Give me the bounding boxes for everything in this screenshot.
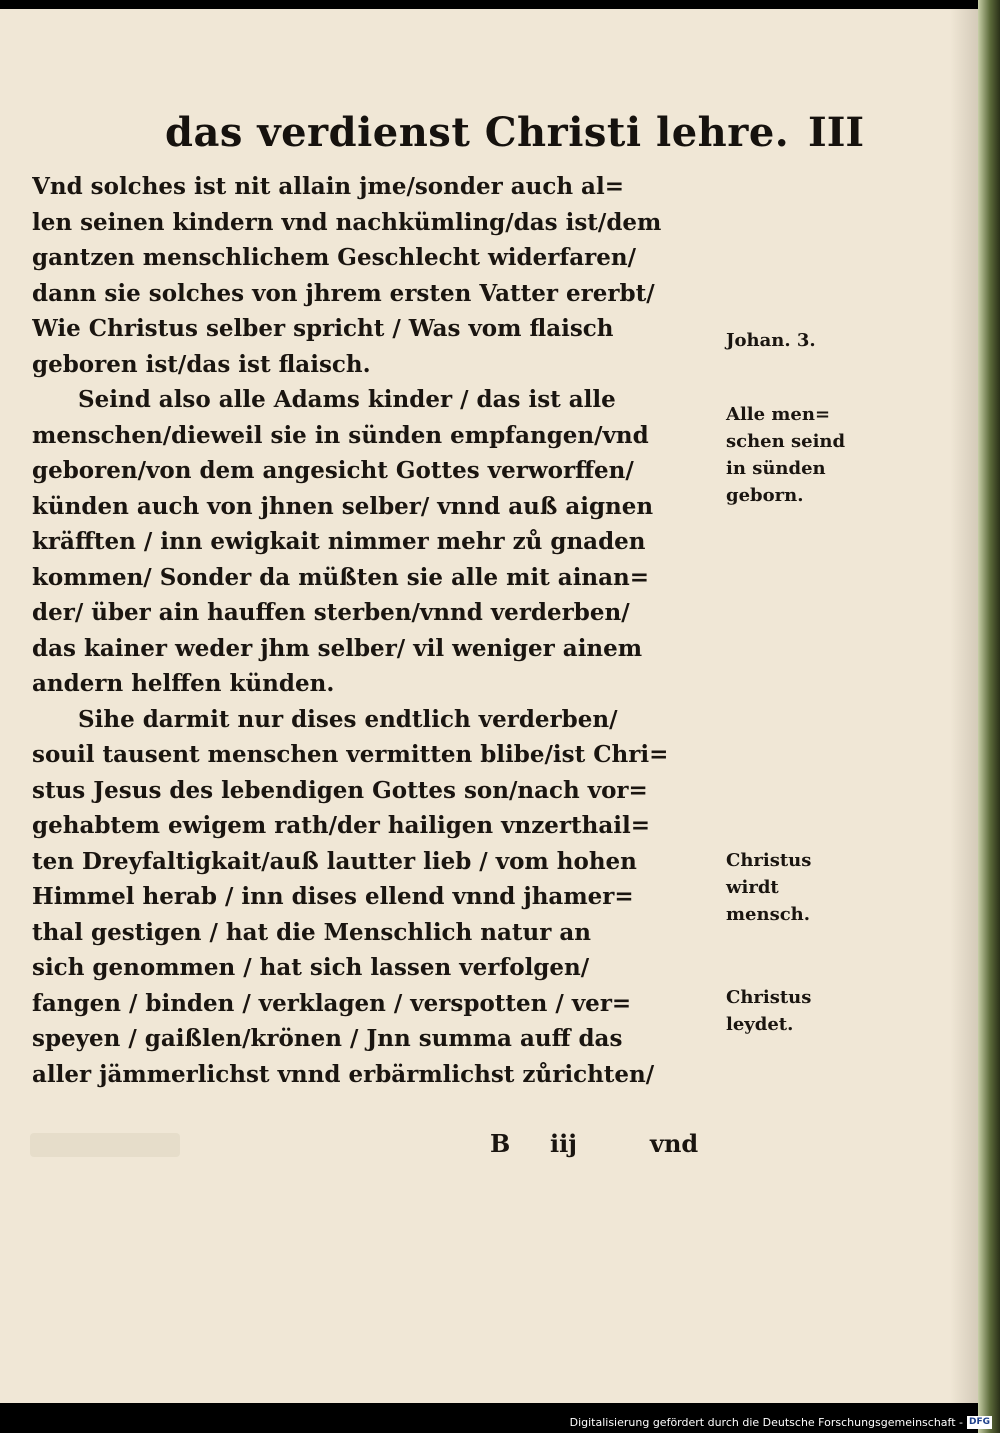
text-line: Vnd solches ist nit allain jme/sonder auch al= xyxy=(32,173,624,200)
margin-note-line: Christus xyxy=(726,850,812,871)
text-line: dann sie solches von jhrem ersten Vatter ererbt/ xyxy=(32,279,655,307)
text-line: stus Jesus des lebendigen Gottes son/nach vor= xyxy=(32,776,648,804)
text-line: künden auch von jhnen selber/ vnnd auß aignen xyxy=(32,492,654,520)
text-line: geboren/von dem angesicht Gottes verworffen/ xyxy=(32,457,634,484)
digitization-credit xyxy=(570,1414,992,1430)
text-line: souil tausent menschen vermitten blibe/ist Chri= xyxy=(32,741,669,768)
margin-note-line: Johan. 3. xyxy=(726,330,816,351)
text-line: das kainer weder jhm selber/ vil weniger ainem xyxy=(32,634,643,662)
margin-note-alle-menschen xyxy=(726,401,856,509)
book-spine-edge xyxy=(978,0,1000,1433)
margin-note-christus-mensch xyxy=(726,847,856,928)
text-line: ten Dreyfaltigkait/auß lautter lieb / vom hohen xyxy=(32,847,637,875)
text-line: Seind also alle Adams kinder / das ist alle xyxy=(78,386,616,413)
faint-stamp-mark xyxy=(30,1133,180,1157)
page-header xyxy=(0,109,978,169)
text-line: len seinen kindern vnd nachkümling/das ist/dem xyxy=(32,208,662,236)
margin-note-line: Christus xyxy=(726,987,812,1008)
text-line: der/ über ain hauffen sterben/vnnd verderben/ xyxy=(32,599,630,626)
text-line: aller jämmerlichst vnnd erbärmlichst zůrichten/ xyxy=(32,1060,655,1088)
text-line: kommen/ Sonder da müßten sie alle mit ainan= xyxy=(32,563,650,591)
text-line: speyen / gaißlen/krönen / Jnn summa auff das xyxy=(32,1025,623,1052)
signature-mark: B xyxy=(490,1129,511,1158)
text-line: fangen / binden / verklagen / verspotten / ver= xyxy=(32,989,632,1017)
margin-note-line: wirdt xyxy=(726,877,779,898)
text-line: andern helffen künden. xyxy=(32,670,335,697)
text-line: kräfften / inn ewigkait nimmer mehr zů gnaden xyxy=(32,528,646,555)
dfg-logo: DFG xyxy=(968,1416,990,1427)
margin-note-line: leydet. xyxy=(726,1014,794,1035)
margin-note-line: in sünden xyxy=(726,458,826,479)
text-line: gantzen menschlichem Geschlecht widerfaren/ xyxy=(32,244,637,271)
margin-note-line: geborn. xyxy=(726,485,804,506)
folio-number: III xyxy=(808,109,865,156)
text-line: Himmel herab / inn dises ellend vnnd jhamer= xyxy=(32,883,634,910)
text-line: geboren ist/das ist flaisch. xyxy=(32,350,371,378)
margin-note-christus-leydet xyxy=(726,984,856,1038)
text-line: Sihe darmit nur dises endtlich verderben/ xyxy=(78,705,618,733)
margin-note-line: Alle men= xyxy=(726,404,831,425)
text-line: menschen/dieweil sie in sünden empfangen/vnd xyxy=(32,421,649,449)
text-line: gehabtem ewigem rath/der hailigen vnzerthail= xyxy=(32,812,651,839)
catchword: vnd xyxy=(650,1129,699,1158)
book-page xyxy=(0,9,978,1403)
signature-number: iij xyxy=(550,1129,577,1158)
body-text xyxy=(32,169,732,1092)
text-line: thal gestigen / hat die Menschlich natur an xyxy=(32,918,592,946)
text-line: sich genommen / hat sich lassen verfolgen/ xyxy=(32,954,590,981)
catchline xyxy=(480,1129,740,1165)
running-title: das verdienst Christi lehre. xyxy=(165,109,790,156)
text-line: Wie Christus selber spricht / Was vom flaisch xyxy=(32,315,614,342)
margin-note-line: schen seind xyxy=(726,431,846,452)
margin-note-line: mensch. xyxy=(726,904,811,925)
margin-note-johan xyxy=(726,327,856,354)
credit-text: Digitalisierung gefördert durch die Deutsche Forschungsgemeinschaft - xyxy=(569,1415,963,1429)
